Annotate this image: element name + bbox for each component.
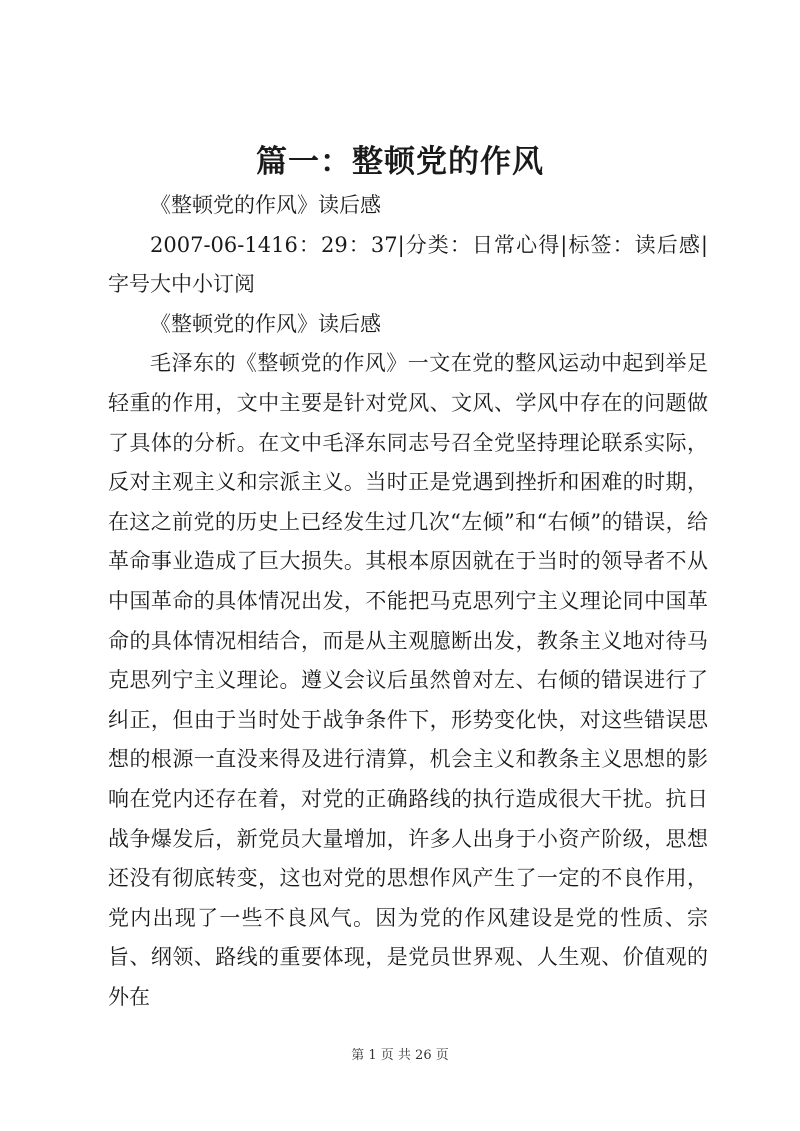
- paragraph-heading: 《整顿党的作风》读后感: [150, 311, 381, 336]
- paragraph-main: 毛泽东的《整顿党的作风》一文在党的整风运动中起到举足轻重的作用，文中主要是针对党风、文风、学风中存在的问题做了具体的分析。在文中毛泽东同志号召全党坚持理论联系实际，反对主观主义和宗派主义。当时正是党遇到挫折和困难的时期，在这之前党的历史上已经发生过几次“左倾”和“右倾”的错误，给革命事业造成了巨大损失。其根本原因就在于当时的领导者不从中国革命的具体情况出发，不能把马克思列宁主义理论同中国革命的具体情况相结合，而是从主观臆断出发，教条主义地对待马克思列宁主义理论。遵义会议后虽然曾对左、右倾的错误进行了纠正，但由于当时处于战争条件下，形势变化快，对这些错误思想的根源一直没来得及进行清算，机会主义和教条主义思想的影响在党内还存在着，对党的正确路线的执行造成很大干扰。抗日战争爆发后，新党员大量增加，许多人出身于小资产阶级，思想还没有彻底转变，这也对党的思想作风产生了一定的不良作用，党内出现了一些不良风气。因为党的作风建设是党的性质、宗旨、纲领、路线的重要体现，是党员世界观、人生观、价值观的外在: [108, 351, 708, 1009]
- document-title: 篇一：整顿党的作风: [256, 144, 544, 180]
- page-number-footer: 第 1 页 共 26 页: [351, 1048, 449, 1063]
- document-body: [108, 186, 708, 1017]
- paragraph-meta: 2007-06-1416：29：37|分类：日常心得|标签：读后感|字号大中小订阅: [108, 232, 708, 297]
- paragraph-subtitle: 《整顿党的作风》读后感: [150, 193, 381, 217]
